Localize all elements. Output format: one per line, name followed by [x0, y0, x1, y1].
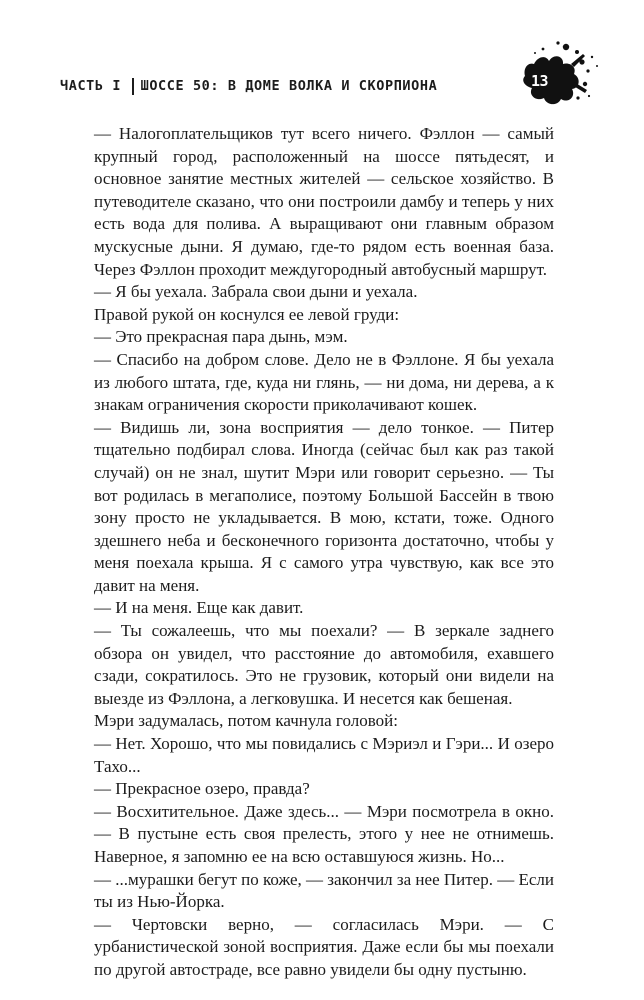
part-label: ЧАСТЬ I — [60, 78, 122, 94]
paragraph: — Видишь ли, зона восприятия — дело тонкое. — Питер тщательно подбирал слова. Иногда (сейчас был как раз такой случай) он не знал, шутит Мэри или говорит серьезно. — Ты вот родилась в мегаполисе, поэтому Большой Бассейн в твою зону просто не укладывается. В мою, кстати, тоже. Одного здешнего неба и бесконечного горизонта достаточно, чтобы у меня поехала крыша. Я с самого утра чувствую, как все это давит на меня. — [94, 417, 554, 595]
paragraph: — Спасибо на добром слове. Дело не в Фэллоне. Я бы уехала из любого штата, где, куда ни глянь, — ни дома, ни дерева, а к знакам ограничения скорости приколачивают кошек. — [94, 349, 554, 415]
paragraph: — Налогоплательщиков тут всего ничего. Фэллон — самый крупный город, расположенный на шоссе пятьдесят, и основное занятие местных жителей — сельское хозяйство. В путеводителе сказано, что они построили дамбу и теперь у них есть вода для полива. А выращивают они главным образом мускусные дыни. Я думаю, где-то рядом есть военная база. Через Фэллон проходит междугородный автобусный маршрут. — [94, 124, 554, 279]
paragraph: — Я бы уехала. Забрала свои дыни и уехала. — [94, 282, 418, 302]
body-text — [94, 123, 554, 982]
paragraph: — Нет. Хорошо, что мы повидались с Мэриэл и Гэри... И озеро Тахо... — [94, 734, 554, 776]
chapter-title: ШОССЕ 50: В ДОМЕ ВОЛКА И СКОРПИОНА — [140, 78, 438, 94]
paragraph: — Чертовски верно, — согласилась Мэри. — С урбанистической зоной восприятия. Даже если бы мы поехали по другой автостраде, все равно увидели бы одну пустыню. — [94, 914, 554, 979]
running-header — [60, 76, 437, 96]
page-number: 13 — [531, 72, 549, 90]
paragraph: — Это прекрасная пара дынь, мэм. — [94, 327, 348, 347]
paragraph: Правой рукой он коснулся ее левой груди: — [94, 304, 400, 324]
paragraph: — Ты сожалеешь, что мы поехали? — В зеркале заднего обзора он увидел, что расстояние до автомобиля, ехавшего сзади, сократилось. Это не грузовик, который они видели на выезде из Фэллона, а легковушка. И несется как бешеная. — [94, 621, 554, 708]
paragraph: — И на меня. Еще как давит. — [94, 598, 304, 618]
header-separator — [132, 78, 134, 95]
paragraph: — Восхитительное. Даже здесь... — Мэри посмотрела в окно. — В пустыне есть своя прелесть, этого у нее не отнимешь. Наверное, я запомню ее на всю оставшуюся жизнь. Но... — [94, 801, 554, 866]
paragraph: — ...мурашки бегут по коже, — закончил за нее Питер. — Если ты из Нью-Йорка. — [94, 869, 554, 912]
paragraph: — Прекрасное озеро, правда? — [94, 779, 310, 799]
paragraph: Мэри задумалась, потом качнула головой: — [94, 711, 398, 731]
